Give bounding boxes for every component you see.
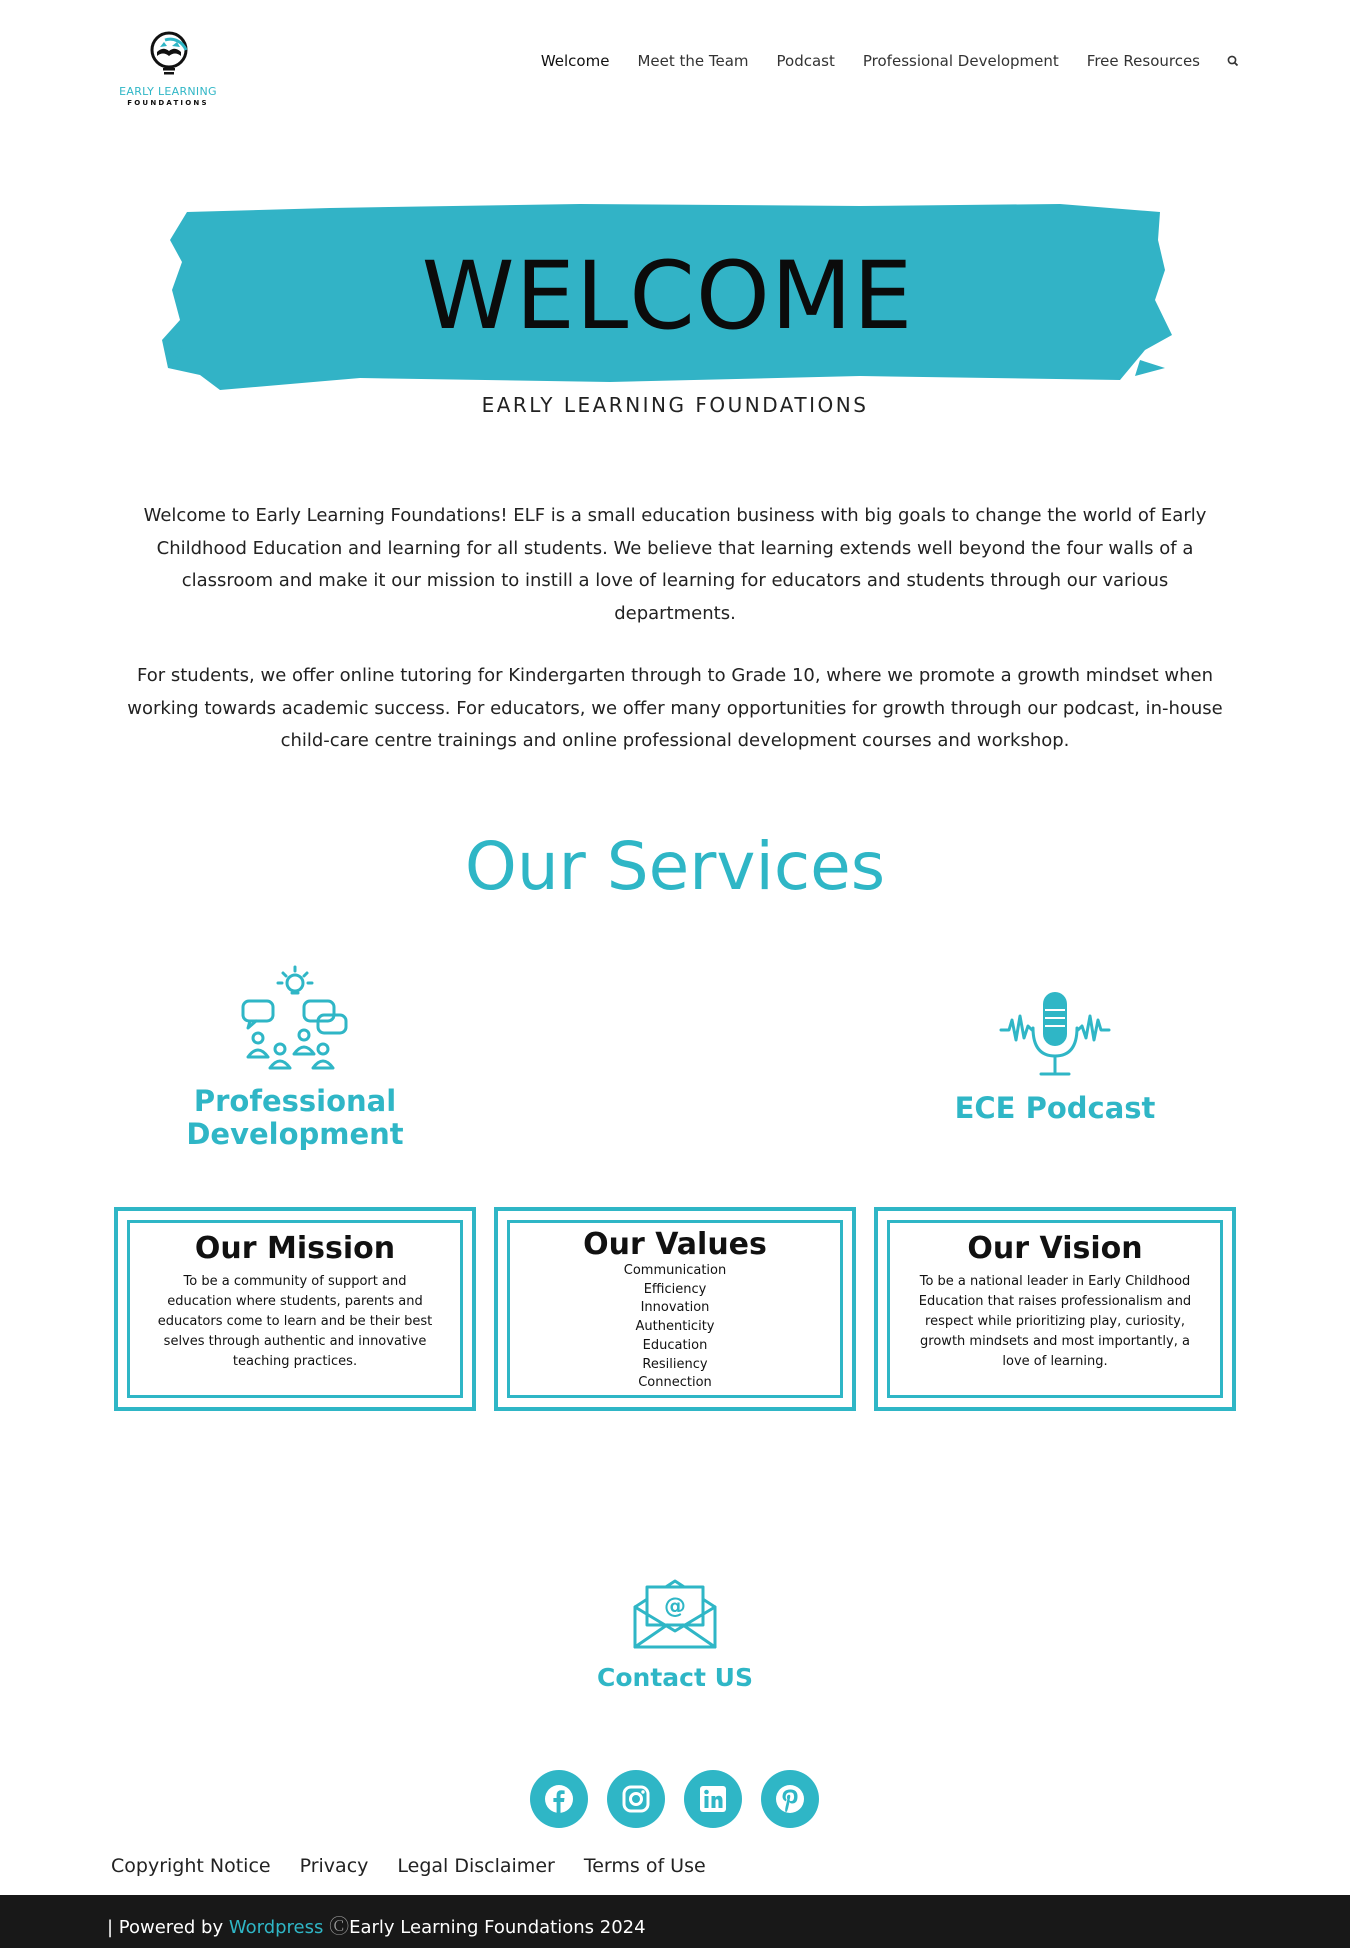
service-professional-development[interactable] (150, 965, 440, 1151)
facebook-icon (544, 1784, 574, 1814)
values-title: Our Values (583, 1227, 767, 1262)
linkedin-icon (698, 1784, 728, 1814)
main-nav (513, 52, 1240, 70)
site-header (0, 0, 1350, 130)
footer-link-copyright-notice[interactable]: Copyright Notice (111, 1855, 271, 1877)
value-item: Communication (623, 1263, 727, 1278)
footer-link-legal-disclaimer[interactable]: Legal Disclaimer (397, 1855, 555, 1877)
linkedin-link[interactable] (684, 1770, 742, 1828)
value-item: Education (642, 1337, 708, 1353)
nav-item-meet-the-team[interactable]: Meet the Team (637, 52, 749, 70)
pinterest-icon (775, 1784, 805, 1814)
copyright-text: Early Learning Foundations 2024 (349, 1917, 646, 1938)
value-item: Authenticity (635, 1319, 715, 1335)
intro-section (120, 500, 1230, 788)
powered-by-text (107, 1910, 646, 1939)
powered-by-prefix: | Powered by (107, 1917, 224, 1938)
values-card (494, 1207, 856, 1411)
microphone-icon (999, 990, 1111, 1078)
service-label: Professional (193, 1084, 397, 1118)
site-logo[interactable] (112, 28, 224, 110)
vision-card (874, 1207, 1236, 1411)
footer-link-terms-of-use[interactable]: Terms of Use (583, 1855, 706, 1877)
banner-title: WELCOME (421, 242, 914, 351)
svg-text:@: @ (664, 1594, 686, 1619)
social-links (530, 1770, 820, 1830)
nav-item-free-resources[interactable]: Free Resources (1086, 52, 1200, 70)
search-icon[interactable] (1226, 54, 1240, 68)
footer-links (111, 1855, 735, 1877)
welcome-banner (160, 200, 1175, 395)
value-item: Efficiency (643, 1281, 707, 1297)
logo-text-secondary: FOUNDATIONS (127, 99, 209, 107)
instagram-icon (621, 1784, 651, 1814)
instagram-link[interactable] (607, 1770, 665, 1828)
people-ideas-icon (240, 965, 350, 1073)
lightbulb-book-icon (145, 30, 193, 78)
footer-link-privacy[interactable]: Privacy (299, 1855, 369, 1877)
service-ece-podcast[interactable] (905, 990, 1205, 1125)
intro-paragraph: Welcome to Early Learning Foundations! ELF is a small education business with big goals to change the world of Early Childhood Education and learning for all students. We believe that learning extends well beyond the four walls of a classroom and make it our mission to instill a love of learning for educators and students through our various departments. (143, 505, 1207, 624)
vision-title: Our Vision (967, 1231, 1143, 1266)
service-label: Development (186, 1117, 404, 1151)
mission-title: Our Mission (194, 1231, 396, 1266)
vision-body: To be a national leader in Early Childhood Education that raises professionalism and respect while prioritizing play, curiosity, growth mindsets and most importantly, a love of learning. (918, 1274, 1192, 1369)
value-item: Resiliency (642, 1356, 708, 1372)
envelope-icon (631, 1575, 719, 1651)
services-heading: Our Services (464, 828, 886, 905)
mission-card (114, 1207, 476, 1411)
nav-item-professional-development[interactable]: Professional Development (862, 52, 1059, 70)
bottom-bar (0, 1895, 1350, 1948)
nav-item-podcast[interactable]: Podcast (776, 52, 835, 70)
mission-body: To be a community of support and education where students, parents and educators come to learn and be their best selves through authentic and innovative teaching practices. (157, 1274, 433, 1369)
value-item: Innovation (640, 1300, 710, 1316)
logo-text-primary: EARLY LEARNING (119, 85, 217, 98)
copyright-icon: Ⓒ (329, 1914, 350, 1938)
intro-paragraph: For students, we offer online tutoring for Kindergarten through to Grade 10, where we promote a growth mindset when working towards academic success. For educators, we offer many opportunities for growth through our podcast, in-house child-care centre trainings and online professional development courses and workshop. (127, 665, 1223, 751)
banner-subtitle: EARLY LEARNING FOUNDATIONS (481, 393, 869, 417)
pinterest-link[interactable] (761, 1770, 819, 1828)
contact-label: Contact US (597, 1663, 753, 1692)
value-item: Connection (638, 1375, 712, 1391)
service-label: ECE Podcast (954, 1091, 1156, 1125)
nav-item-welcome[interactable]: Welcome (540, 52, 610, 70)
contact-us-link[interactable] (500, 1575, 850, 1692)
facebook-link[interactable] (530, 1770, 588, 1828)
wordpress-link[interactable]: Wordpress (228, 1917, 324, 1938)
values-list (510, 1262, 840, 1393)
